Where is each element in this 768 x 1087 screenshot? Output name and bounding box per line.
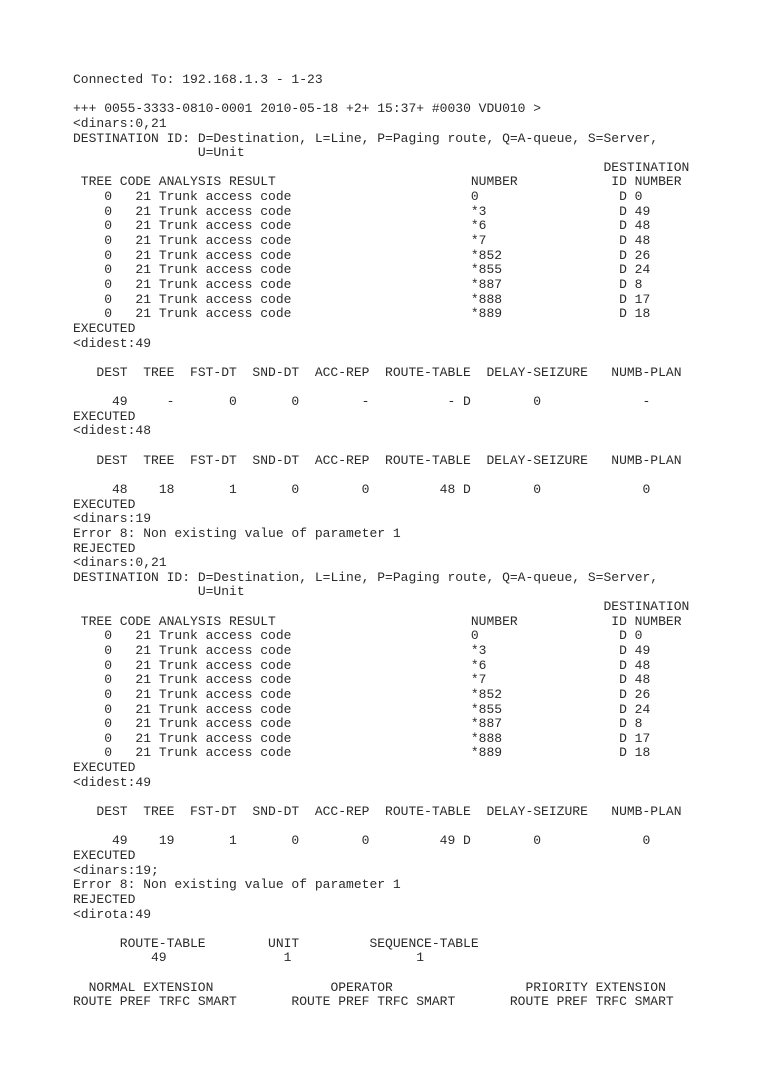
code-cell: 21 bbox=[135, 657, 152, 673]
code-cell: 21 bbox=[135, 306, 152, 322]
code-cell: 21 bbox=[135, 262, 152, 278]
didest-cell: 0 bbox=[533, 481, 542, 497]
number-cell: *855 bbox=[470, 701, 503, 717]
didest-cell: 18 bbox=[158, 481, 175, 497]
analysis-header-number: NUMBER bbox=[470, 613, 518, 629]
dirota-header-route-table: ROUTE-TABLE bbox=[119, 935, 206, 951]
status-executed: EXECUTED bbox=[73, 496, 136, 512]
analysis-header-tree-code: TREE CODE ANALYSIS RESULT bbox=[80, 613, 276, 629]
destination-id-cell: D 26 bbox=[619, 686, 651, 702]
tree-cell: 0 bbox=[104, 672, 113, 688]
didest-column-header: TREE bbox=[143, 804, 175, 820]
didest-cell: - bbox=[642, 394, 651, 410]
number-cell: *6 bbox=[470, 218, 487, 234]
didest-column-header: SND-DT bbox=[252, 364, 300, 380]
code-cell: 21 bbox=[135, 291, 152, 307]
destination-id-cell: D 24 bbox=[619, 701, 651, 717]
destination-id-cell: D 17 bbox=[619, 291, 651, 307]
analysis-header-tree-code: TREE CODE ANALYSIS RESULT bbox=[80, 174, 276, 190]
didest-column-header: ACC-REP bbox=[314, 452, 370, 468]
code-cell: 21 bbox=[135, 686, 152, 702]
tree-cell: 0 bbox=[104, 642, 113, 658]
didest-cell: 1 bbox=[229, 481, 237, 497]
result-cell: Trunk access code bbox=[158, 247, 292, 263]
tree-cell: 0 bbox=[104, 701, 113, 717]
destination-id-cell: D 17 bbox=[619, 730, 651, 746]
result-cell: Trunk access code bbox=[158, 628, 292, 644]
didest-column-header: ACC-REP bbox=[314, 364, 370, 380]
didest-cell: 49 bbox=[112, 833, 128, 849]
didest-column-header: FST-DT bbox=[190, 452, 237, 468]
command-line: <dinars:0,21 bbox=[73, 555, 167, 571]
didest-cell: 0 bbox=[642, 481, 651, 497]
tree-cell: 0 bbox=[104, 189, 113, 205]
status-executed: EXECUTED bbox=[73, 408, 136, 424]
status-executed: EXECUTED bbox=[73, 320, 136, 336]
number-cell: *888 bbox=[470, 730, 503, 746]
code-cell: 21 bbox=[135, 203, 152, 219]
dirota-group-normal: NORMAL EXTENSION bbox=[88, 979, 214, 995]
number-cell: *3 bbox=[470, 203, 487, 219]
destination-id-cell: D 0 bbox=[619, 189, 643, 205]
number-cell: *889 bbox=[470, 745, 503, 761]
destination-id-cell: D 24 bbox=[619, 262, 651, 278]
destination-id-cell: D 18 bbox=[619, 745, 651, 761]
dirota-subheader: ROUTE PREF TRFC SMART bbox=[509, 994, 674, 1010]
didest-cell: - bbox=[361, 394, 370, 410]
didest-cell: 0 bbox=[291, 394, 300, 410]
didest-column-header: TREE bbox=[143, 452, 175, 468]
destination-id-cell: D 0 bbox=[619, 628, 643, 644]
didest-cell: 48 bbox=[112, 481, 128, 497]
code-cell: 21 bbox=[135, 189, 152, 205]
result-cell: Trunk access code bbox=[158, 189, 292, 205]
code-cell: 21 bbox=[135, 628, 152, 644]
dirota-header-sequence-table: SEQUENCE-TABLE bbox=[369, 935, 479, 951]
code-cell: 21 bbox=[135, 218, 152, 234]
result-cell: Trunk access code bbox=[158, 233, 292, 249]
result-cell: Trunk access code bbox=[158, 203, 292, 219]
code-cell: 21 bbox=[135, 672, 152, 688]
analysis-header-id-number: ID NUMBER bbox=[611, 174, 682, 190]
command-line: <dinars:19; bbox=[73, 862, 159, 878]
destination-id-cell: D 49 bbox=[619, 642, 651, 658]
code-cell: 21 bbox=[135, 716, 152, 732]
didest-column-header: DEST bbox=[96, 452, 128, 468]
dirota-subheader: ROUTE PREF TRFC SMART bbox=[73, 994, 237, 1010]
didest-cell: 49 bbox=[112, 394, 128, 410]
didest-cell: - D bbox=[447, 394, 471, 410]
didest-column-header: DELAY-SEIZURE bbox=[486, 804, 588, 820]
destination-id-cell: D 48 bbox=[619, 218, 651, 234]
result-cell: Trunk access code bbox=[158, 276, 292, 292]
tree-cell: 0 bbox=[104, 291, 113, 307]
tree-cell: 0 bbox=[104, 730, 113, 746]
legend-line: U=Unit bbox=[197, 584, 245, 600]
tree-cell: 0 bbox=[104, 247, 113, 263]
didest-column-header: TREE bbox=[143, 364, 175, 380]
result-cell: Trunk access code bbox=[158, 291, 292, 307]
command-line: <dinars:19 bbox=[73, 511, 152, 527]
number-cell: *3 bbox=[470, 642, 487, 658]
status-rejected: REJECTED bbox=[73, 540, 136, 556]
destination-id-cell: D 8 bbox=[619, 716, 643, 732]
destination-id-cell: D 18 bbox=[619, 306, 651, 322]
didest-cell: 19 bbox=[158, 833, 175, 849]
didest-column-header: NUMB-PLAN bbox=[611, 364, 682, 380]
didest-cell: 0 bbox=[361, 833, 370, 849]
result-cell: Trunk access code bbox=[158, 686, 292, 702]
didest-cell: - bbox=[166, 394, 175, 410]
didest-column-header: ACC-REP bbox=[314, 804, 370, 820]
number-cell: *888 bbox=[470, 291, 503, 307]
destination-id-cell: D 48 bbox=[619, 672, 651, 688]
analysis-header-number: NUMBER bbox=[470, 174, 518, 190]
command-line: <didest:49 bbox=[73, 774, 152, 790]
destination-id-cell: D 26 bbox=[619, 247, 651, 263]
didest-column-header: FST-DT bbox=[190, 804, 237, 820]
didest-cell: 0 bbox=[361, 481, 370, 497]
command-line: <didest:48 bbox=[73, 423, 152, 439]
destination-id-cell: D 48 bbox=[619, 657, 651, 673]
dirota-group-priority: PRIORITY EXTENSION bbox=[525, 979, 666, 995]
number-cell: *852 bbox=[470, 686, 503, 702]
number-cell: *7 bbox=[470, 233, 487, 249]
didest-column-header: SND-DT bbox=[252, 452, 300, 468]
tree-cell: 0 bbox=[104, 716, 113, 732]
didest-cell: 1 bbox=[229, 833, 237, 849]
result-cell: Trunk access code bbox=[158, 672, 292, 688]
legend-line: U=Unit bbox=[197, 145, 245, 161]
result-cell: Trunk access code bbox=[158, 657, 292, 673]
number-cell: *855 bbox=[470, 262, 503, 278]
tree-cell: 0 bbox=[104, 276, 113, 292]
didest-column-header: ROUTE-TABLE bbox=[385, 452, 471, 468]
result-cell: Trunk access code bbox=[158, 701, 292, 717]
result-cell: Trunk access code bbox=[158, 306, 292, 322]
tree-cell: 0 bbox=[104, 218, 113, 234]
didest-column-header: NUMB-PLAN bbox=[611, 804, 682, 820]
didest-column-header: ROUTE-TABLE bbox=[385, 364, 471, 380]
tree-cell: 0 bbox=[104, 306, 113, 322]
result-cell: Trunk access code bbox=[158, 716, 292, 732]
destination-id-cell: D 48 bbox=[619, 233, 651, 249]
error-message: Error 8: Non existing value of parameter 1 bbox=[73, 877, 401, 893]
session-header: +++ 0055-3333-0810-0001 2010-05-18 +2+ 15:37+ #0030 VDU010 > bbox=[73, 101, 542, 117]
command-line: <didest:49 bbox=[73, 335, 152, 351]
number-cell: *7 bbox=[470, 672, 487, 688]
number-cell: *852 bbox=[470, 247, 503, 263]
number-cell: 0 bbox=[470, 628, 479, 644]
number-cell: *887 bbox=[470, 716, 503, 732]
legend-line: DESTINATION ID: D=Destination, L=Line, P=Paging route, Q=A-queue, S=Server, bbox=[73, 569, 659, 585]
result-cell: Trunk access code bbox=[158, 730, 292, 746]
didest-column-header: ROUTE-TABLE bbox=[385, 804, 471, 820]
code-cell: 21 bbox=[135, 730, 152, 746]
didest-column-header: FST-DT bbox=[190, 364, 237, 380]
didest-cell: 0 bbox=[533, 833, 542, 849]
analysis-header-destination: DESTINATION bbox=[603, 599, 690, 615]
code-cell: 21 bbox=[135, 642, 152, 658]
didest-cell: 0 bbox=[291, 481, 300, 497]
analysis-header-id-number: ID NUMBER bbox=[611, 613, 682, 629]
tree-cell: 0 bbox=[104, 657, 113, 673]
dirota-group-operator: OPERATOR bbox=[330, 979, 393, 995]
command-line: <dirota:49 bbox=[73, 906, 152, 922]
analysis-header-destination: DESTINATION bbox=[603, 159, 690, 175]
result-cell: Trunk access code bbox=[158, 745, 292, 761]
destination-id-cell: D 49 bbox=[619, 203, 651, 219]
legend-line: DESTINATION ID: D=Destination, L=Line, P=Paging route, Q=A-queue, S=Server, bbox=[73, 130, 659, 146]
destination-id-cell: D 8 bbox=[619, 276, 643, 292]
command-line: <dinars:0,21 bbox=[73, 115, 167, 131]
tree-cell: 0 bbox=[104, 745, 113, 761]
result-cell: Trunk access code bbox=[158, 642, 292, 658]
status-rejected: REJECTED bbox=[73, 891, 136, 907]
didest-column-header: DELAY-SEIZURE bbox=[486, 452, 588, 468]
tree-cell: 0 bbox=[104, 262, 113, 278]
didest-column-header: NUMB-PLAN bbox=[611, 452, 682, 468]
didest-column-header: DELAY-SEIZURE bbox=[486, 364, 588, 380]
dirota-subheader: ROUTE PREF TRFC SMART bbox=[291, 994, 456, 1010]
didest-cell: 0 bbox=[229, 394, 237, 410]
code-cell: 21 bbox=[135, 701, 152, 717]
result-cell: Trunk access code bbox=[158, 218, 292, 234]
code-cell: 21 bbox=[135, 247, 152, 263]
status-executed: EXECUTED bbox=[73, 847, 136, 863]
status-executed: EXECUTED bbox=[73, 760, 136, 776]
didest-column-header: DEST bbox=[96, 364, 128, 380]
code-cell: 21 bbox=[135, 276, 152, 292]
dirota-value-route-table: 49 bbox=[151, 950, 167, 966]
dirota-header-unit: UNIT bbox=[268, 935, 300, 951]
didest-cell: 49 D bbox=[439, 833, 471, 849]
number-cell: 0 bbox=[470, 189, 479, 205]
code-cell: 21 bbox=[135, 745, 152, 761]
error-message: Error 8: Non existing value of parameter 1 bbox=[73, 525, 401, 541]
didest-column-header: DEST bbox=[96, 804, 128, 820]
dirota-value-sequence-table: 1 bbox=[416, 950, 425, 966]
connection-text: Connected To: 192.168.1.3 - 1-23 bbox=[73, 72, 323, 87]
result-cell: Trunk access code bbox=[158, 262, 292, 278]
didest-cell: 0 bbox=[533, 394, 542, 410]
dirota-value-unit: 1 bbox=[283, 950, 292, 966]
didest-cell: 0 bbox=[291, 833, 300, 849]
tree-cell: 0 bbox=[104, 686, 113, 702]
tree-cell: 0 bbox=[104, 203, 113, 219]
number-cell: *889 bbox=[470, 306, 503, 322]
didest-cell: 48 D bbox=[439, 481, 471, 497]
number-cell: *6 bbox=[470, 657, 487, 673]
didest-cell: 0 bbox=[642, 833, 651, 849]
number-cell: *887 bbox=[470, 276, 503, 292]
code-cell: 21 bbox=[135, 233, 152, 249]
tree-cell: 0 bbox=[104, 233, 113, 249]
tree-cell: 0 bbox=[104, 628, 113, 644]
didest-column-header: SND-DT bbox=[252, 804, 300, 820]
